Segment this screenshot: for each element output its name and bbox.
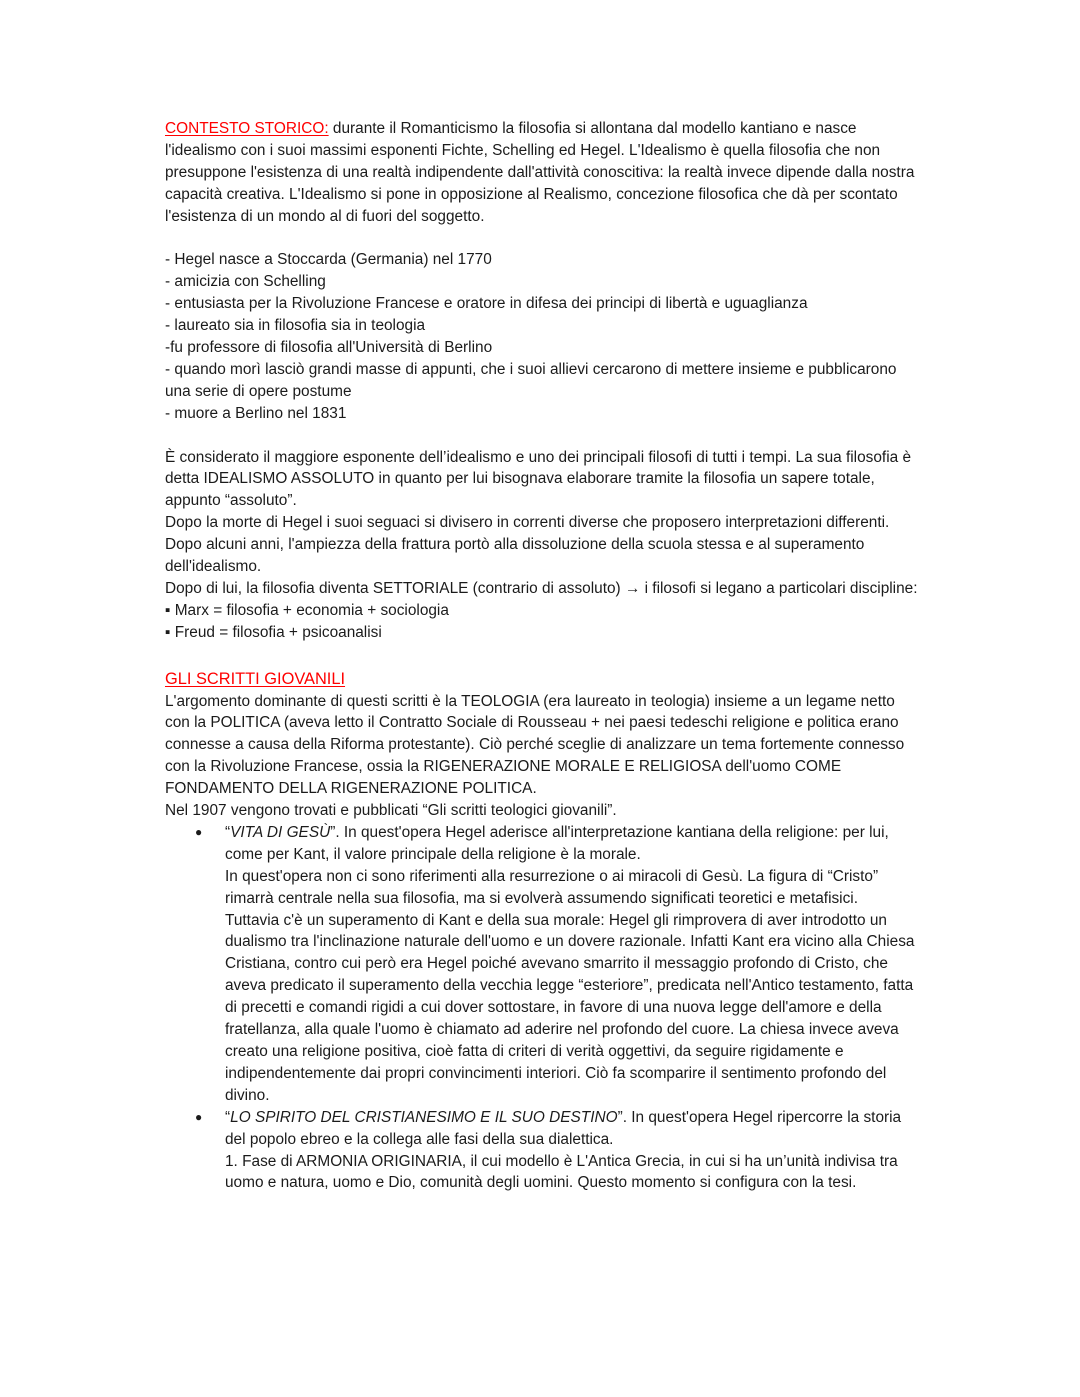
work-intro: “LO SPIRITO DEL CRISTIANESIMO E IL SUO DESTINO”. In quest'opera Hegel ripercorre la storia del popolo ebreo e la collega alle fasi della sua dialettica.	[225, 1108, 902, 1148]
bio-line: - laureato sia in filosofia sia in teologia	[165, 317, 426, 335]
bio-line: - quando morì lasciò grandi masse di appunti, che i suoi allievi cercarono di mettere insieme e pubblicarono una serie di opere postume	[165, 360, 897, 400]
section-paragraph: L'argomento dominante di questi scritti è la TEOLOGIA (era laureato in teologia) insieme a un legame netto con la POLITICA (aveva letto il Contratto Sociale di Rousseau + nei paesi tedeschi religione e politica erano connesse a causa della Riforma protestante). Ciò perché sceglie di analizzare un tema fortemente connesso con la Rivoluzione Francese, ossia la RIGENERAZIONE MORALE E RELIGIOSA dell'uomo COME FONDAMENTO DELLA RIGENERAZIONE POLITICA.	[165, 692, 905, 798]
section-paragraph: Nel 1907 vengono trovati e pubblicati “Gli scritti teologici giovanili”.	[165, 802, 617, 820]
work-text: Tuttavia c'è un superamento di Kant e della sua morale: Hegel gli rimprovera di aver introdotto un dualismo tra l'inclinazione naturale dell'uomo e un dovere razionale. Infatti Kant era vicino alla Chiesa Cristiana, contro cui però era Hegel poiché avevano smarrito il messaggio profondo di Cristo, che aveva predicato il superamento della vecchia legge “esteriore”, predicata nell'Antico testamento, fatta di precetti e comandi rigidi a cui dover sottostare, in favore di una nuova legge dell'amore e della fratellanza, alla quale l'uomo è chiamato ad aderire nel profondo del cuore. La chiesa invece aveva creato una religione positiva, cioè fatta di criteri di verità oggettivi, da seguire rigidamente e indipendentemente dai propri convincimenti interiori. Ciò fa scomparire il sentimento profondo del divino.	[225, 911, 915, 1104]
summary-list-item: ▪ Marx = filosofia + economia + sociologia	[165, 601, 449, 619]
bio-line: - muore a Berlino nel 1831	[165, 404, 347, 422]
summary-block	[165, 447, 920, 644]
list-item	[165, 1107, 920, 1195]
works-list	[165, 822, 920, 1194]
bio-line: -fu professore di filosofia all'Università di Berlino	[165, 339, 493, 357]
intro-paragraph	[165, 118, 920, 228]
work-intro: “VITA DI GESÙ”. In quest'opera Hegel aderisce all'interpretazione kantiana della religione: per lui, come per Kant, il valore principale della religione è la morale.	[225, 823, 889, 863]
section-heading: GLI SCRITTI GIOVANILI	[165, 669, 346, 688]
work-text: In quest'opera non ci sono riferimenti alla resurrezione o ai miracoli di Gesù. La figura di “Cristo” rimarrà centrale nella sua filosofia, ma si evolverà assumendo significati teoretici e metafisici.	[225, 867, 879, 907]
summary-list-item: ▪ Freud = filosofia + psicoanalisi	[165, 623, 382, 641]
bio-line: - amicizia con Schelling	[165, 273, 326, 291]
summary-paragraph: Dopo la morte di Hegel i suoi seguaci si divisero in correnti diverse che proposero interpretazioni differenti. Dopo alcuni anni, l'ampiezza della frattura portò alla dissoluzione della scuola stessa e al superamento dell'idealismo.	[165, 514, 890, 576]
work-title: LO SPIRITO DEL CRISTIANESIMO E IL SUO DESTINO	[230, 1108, 618, 1126]
work-text: 1. Fase di ARMONIA ORIGINARIA, il cui modello è L'Antica Grecia, in cui si ha un’unità indivisa tra uomo e natura, uomo e Dio, comunità degli uomini. Questo momento si configura con la tesi.	[225, 1152, 898, 1192]
list-item	[165, 822, 920, 1107]
bio-line: - Hegel nasce a Stoccarda (Germania) nel 1770	[165, 251, 492, 269]
biography-list	[165, 249, 920, 424]
summary-paragraph: Dopo di lui, la filosofia diventa SETTORIALE (contrario di assoluto) → i filosofi si legano a particolari discipline:	[165, 580, 918, 597]
work-title: VITA DI GESÙ	[230, 823, 331, 841]
contesto-storico-label: CONTESTO STORICO:	[165, 120, 329, 137]
summary-paragraph: È considerato il maggiore esponente dell’idealismo e uno dei principali filosofi di tutti i tempi. La sua filosofia è detta IDEALISMO ASSOLUTO in quanto per lui bisognava elaborare tramite la filosofia un sapere totale, appunto “assoluto”.	[165, 448, 912, 510]
bullet-icon: ●	[195, 824, 203, 839]
bullet-icon: ●	[195, 1109, 203, 1124]
intro-text: durante il Romanticismo la filosofia si allontana dal modello kantiano e nasce l'idealismo con i suoi massimi esponenti Fichte, Schelling ed Hegel. L'Idealismo è quella filosofia che non presuppone l'esistenza di una realtà indipendente dall'attività conoscitiva: la realtà invece dipende dalla nostra capacità creativa. L'Idealismo si pone in opposizione al Realismo, concezione filosofica che dà per scontato l'esistenza di un mondo al di fuori del soggetto.	[165, 120, 915, 225]
section-scritti-giovanili	[165, 669, 920, 1195]
document-page	[165, 118, 920, 1194]
bio-line: - entusiasta per la Rivoluzione Francese e oratore in difesa dei principi di libertà e uguaglianza	[165, 295, 808, 313]
